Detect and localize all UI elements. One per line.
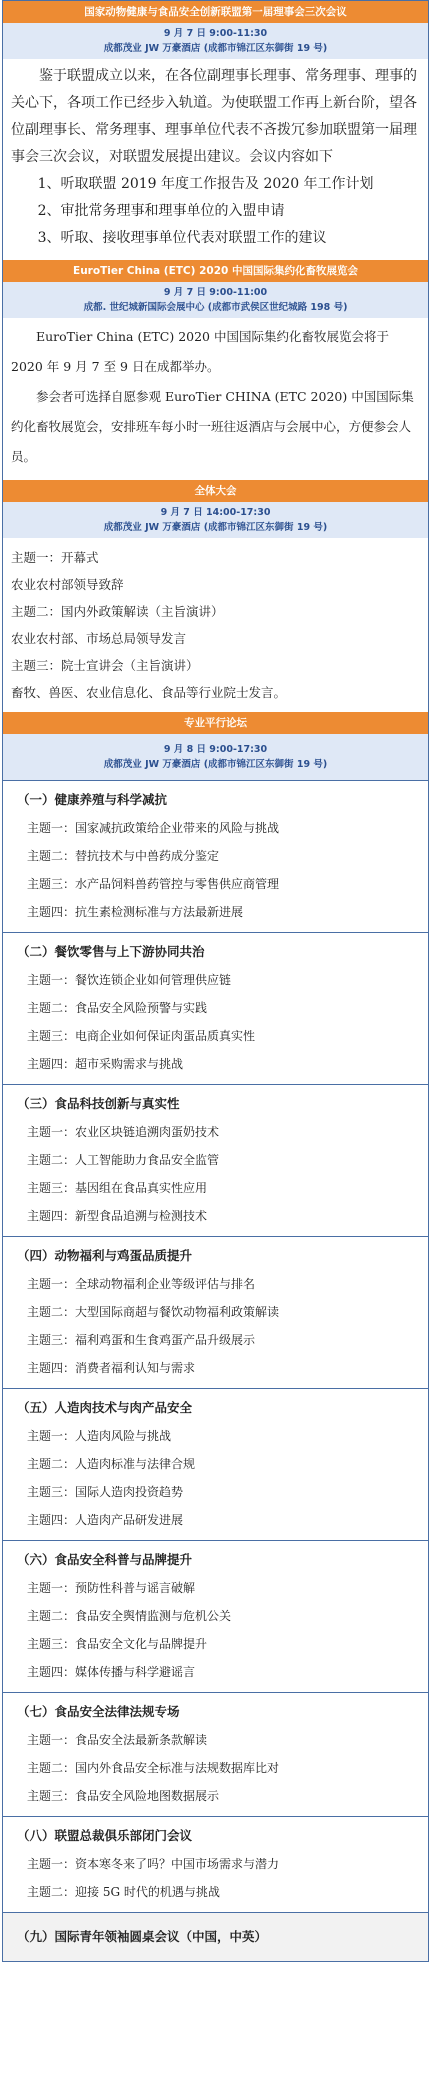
section-title-parallel-forums: 专业平行论坛 — [3, 712, 428, 734]
session-time: 9 月 7 日 9:00-11:30 — [163, 28, 268, 39]
forum-session — [3, 1388, 428, 1540]
eurotier-paragraph: 参会者可选择自愿参观 EuroTier CHINA (ETC 2020) 中国国际集约化畜牧展览会，安排班车每小时一班往返酒店与会展中心，方便参会人员。 — [11, 389, 414, 464]
intro-paragraph: 鉴于联盟成立以来，在各位副理事长理事、常务理事、理事的关心下，各项工作已经步入轨道。为使联盟工作再上新台阶，望各位副理事长、常务理事、理事单位代表不吝拨冗参加联盟第一届理事会三次会议，对联盟发展提出建议。会议内容如下 — [11, 68, 417, 165]
forum-session — [3, 1084, 428, 1236]
forum-topic: 主题一：餐饮连锁企业如何管理供应链 — [27, 973, 232, 987]
agenda-item: 3、听取、接收理事单位代表对联盟工作的建议 — [37, 230, 327, 246]
eurotier-paragraph: EuroTier China (ETC) 2020 中国国际集约化畜牧展览会将于 2020 年 9 月 7 至 9 日在成都举办。 — [11, 329, 389, 374]
forum-session — [3, 780, 428, 932]
session-venue: 成都茂业 JW 万豪酒店 (成都市锦江区东御街 19 号) — [103, 522, 328, 533]
council-meeting-body — [3, 59, 428, 260]
forum-topic: 主题三：国际人造肉投资趋势 — [27, 1485, 184, 1499]
forum-topic: 主题三：食品安全文化与品牌提升 — [27, 1637, 208, 1651]
agenda-item: 2、审批常务理事和理事单位的入盟申请 — [37, 203, 285, 219]
forum-topic: 主题一：人造肉风险与挑战 — [27, 1429, 172, 1443]
forum-topic: 主题四：新型食品追溯与检测技术 — [27, 1209, 208, 1223]
forum-topic: 主题二：人造肉标准与法律合规 — [27, 1457, 196, 1471]
session-time: 9 月 7 日 14:00-17:30 — [160, 507, 271, 518]
forum-topic: 主题二：食品安全风险预警与实践 — [27, 1001, 208, 1015]
section-info-plenary — [3, 502, 428, 538]
section-info-parallel-forums — [3, 734, 428, 780]
forum-heading: （七）食品安全法律法规专场 — [17, 1704, 180, 1719]
forum-topic: 主题三：电商企业如何保证肉蛋品质真实性 — [27, 1029, 256, 1043]
eurotier-body — [3, 318, 428, 480]
plenary-item: 主题三：院士宣讲会（主旨演讲） — [11, 658, 199, 673]
forum-topic: 主题二：国内外食品安全标准与法规数据库比对 — [27, 1761, 280, 1775]
forum-session — [3, 1816, 428, 1912]
section-title-plenary: 全体大会 — [3, 480, 428, 502]
forum-topic: 主题二：人工智能助力食品安全监管 — [27, 1153, 220, 1167]
forum-topic: 主题四：抗生素检测标准与方法最新进展 — [27, 905, 244, 919]
forum-heading: （二）餐饮零售与上下游协同共治 — [17, 944, 205, 959]
session-venue: 成都. 世纪城新国际会展中心 (成都市武侯区世纪城路 198 号) — [83, 302, 348, 313]
forum-heading: （五）人造肉技术与肉产品安全 — [17, 1400, 193, 1415]
forum-heading: （一）健康养殖与科学减抗 — [17, 792, 168, 807]
plenary-body — [3, 538, 428, 712]
forum-heading: （九）国际青年领袖圆桌会议（中国，中英） — [17, 1929, 268, 1944]
plenary-item: 农业农村部领导致辞 — [11, 577, 124, 592]
forum-topic: 主题一：农业区块链追溯肉蛋奶技术 — [27, 1125, 220, 1139]
forum-topic: 主题一：全球动物福利企业等级评估与排名 — [27, 1277, 256, 1291]
forum-topic: 主题二：迎接 5G 时代的机遇与挑战 — [27, 1885, 220, 1899]
forum-topic: 主题二：替抗技术与中兽药成分鉴定 — [27, 849, 220, 863]
forum-topic: 主题一：国家减抗政策给企业带来的风险与挑战 — [27, 821, 280, 835]
forum-topic: 主题三：福利鸡蛋和生食鸡蛋产品升级展示 — [27, 1333, 256, 1347]
forum-topic: 主题二：大型国际商超与餐饮动物福利政策解读 — [27, 1305, 280, 1319]
forum-topic: 主题二：食品安全舆情监测与危机公关 — [27, 1609, 232, 1623]
forum-session — [3, 1236, 428, 1388]
forum-topic: 主题一：预防性科普与谣言破解 — [27, 1581, 196, 1595]
forum-topic: 主题一：资本寒冬来了吗？中国市场需求与潜力 — [27, 1857, 280, 1871]
forum-heading: （八）联盟总裁俱乐部闭门会议 — [17, 1828, 193, 1843]
forum-session — [3, 932, 428, 1084]
plenary-item: 农业农村部、市场总局领导发言 — [11, 631, 187, 646]
agenda-document — [2, 0, 429, 1962]
session-time: 9 月 8 日 9:00-17:30 — [163, 744, 268, 755]
agenda-item: 1、听取联盟 2019 年度工作报告及 2020 年工作计划 — [37, 176, 374, 192]
forum-session — [3, 1692, 428, 1816]
forum-topic: 主题三：食品安全风险地图数据展示 — [27, 1789, 220, 1803]
plenary-item: 畜牧、兽医、农业信息化、食品等行业院士发言。 — [11, 685, 287, 700]
forum-topic: 主题四：消费者福利认知与需求 — [27, 1361, 196, 1375]
session-venue: 成都茂业 JW 万豪酒店 (成都市锦江区东御街 19 号) — [103, 43, 328, 54]
forum-session — [3, 1540, 428, 1692]
forum-topic: 主题三：基因组在食品真实性应用 — [27, 1181, 208, 1195]
plenary-item: 主题一：开幕式 — [11, 550, 99, 565]
forum-topic: 主题三：水产品饲料兽药管控与零售供应商管理 — [27, 877, 280, 891]
forum-session — [3, 1912, 428, 1961]
forum-heading: （四）动物福利与鸡蛋品质提升 — [17, 1248, 193, 1263]
section-info-eurotier — [3, 282, 428, 318]
forum-topic: 主题四：超市采购需求与挑战 — [27, 1057, 184, 1071]
session-venue: 成都茂业 JW 万豪酒店 (成都市锦江区东御街 19 号) — [103, 759, 328, 770]
forum-heading: （六）食品安全科普与品牌提升 — [17, 1552, 193, 1567]
section-title-council-meeting: 国家动物健康与食品安全创新联盟第一届理事会三次会议 — [3, 1, 428, 23]
forum-topic: 主题四：人造肉产品研发进展 — [27, 1513, 184, 1527]
forum-heading: （三）食品科技创新与真实性 — [17, 1096, 180, 1111]
plenary-item: 主题二：国内外政策解读（主旨演讲） — [11, 604, 224, 619]
section-info-council-meeting — [3, 23, 428, 59]
section-title-eurotier: EuroTier China (ETC) 2020 中国国际集约化畜牧展览会 — [3, 260, 428, 282]
session-time: 9 月 7 日 9:00-11:00 — [163, 287, 268, 298]
forum-topic: 主题一：食品安全法最新条款解读 — [27, 1733, 208, 1747]
forum-topic: 主题四：媒体传播与科学避谣言 — [27, 1665, 196, 1679]
